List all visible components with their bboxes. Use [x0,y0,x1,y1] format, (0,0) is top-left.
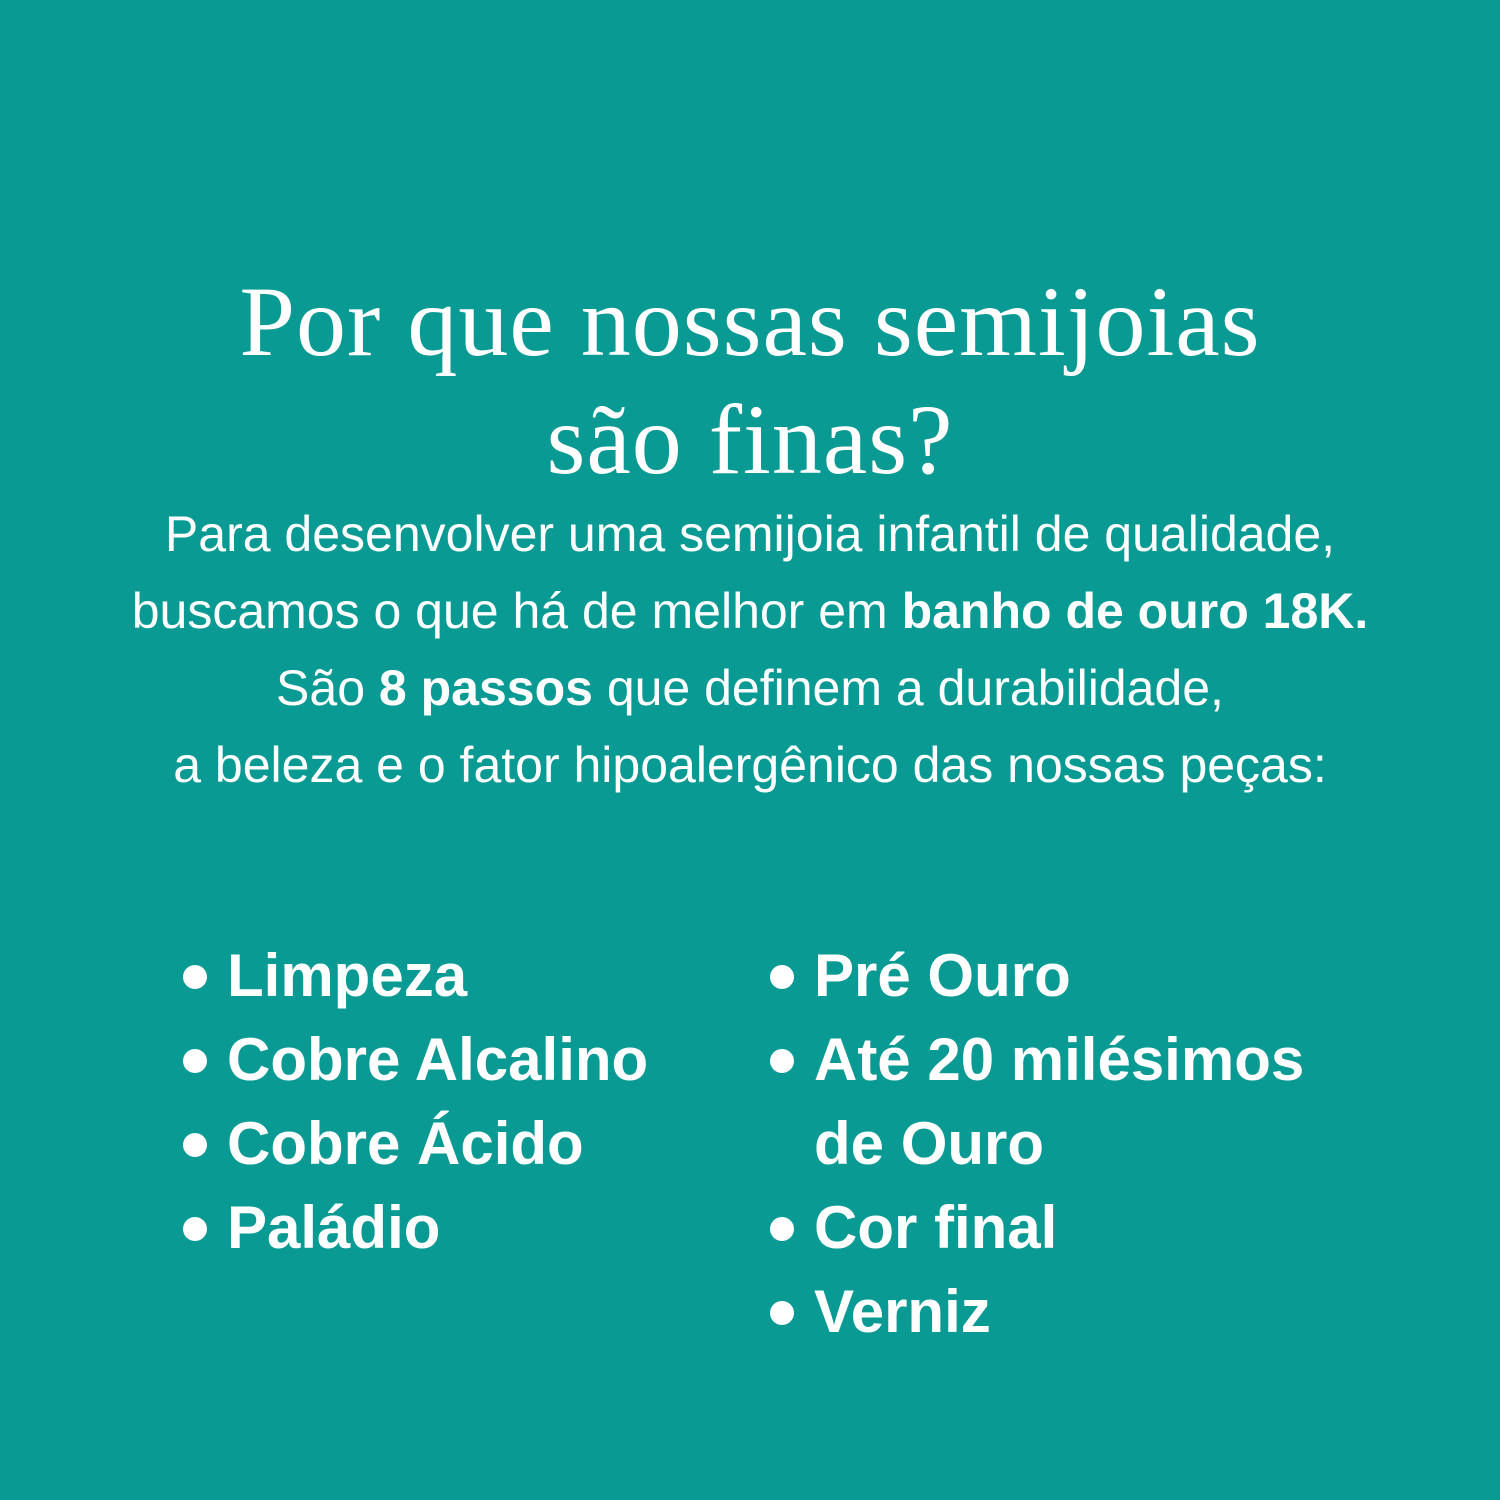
intro-line-1 [0,496,1500,573]
bullet-dot-icon [183,1217,207,1241]
intro-text-bold: 8 passos [378,660,593,716]
intro-line-4 [0,727,1500,804]
intro-line-3 [0,650,1500,727]
step-label: Cor final [814,1194,1058,1261]
intro-line-2 [0,573,1500,650]
intro-text: que definem a durabilidade, [592,660,1224,716]
step-label: Verniz [814,1278,991,1345]
step-label: Limpeza [227,942,468,1009]
title-line-1: Por que nossas semijoias [239,266,1261,377]
bullet-dot-icon [770,1217,794,1241]
step-item [183,1102,753,1186]
step-label: Paládio [227,1194,441,1261]
steps-column-right [770,934,1370,1354]
step-item [770,1186,1370,1270]
title-line-2: são finas? [546,384,954,495]
step-item [183,934,753,1018]
step-label: Até 20 milésimos de Ouro [814,1026,1305,1177]
step-item [770,1018,1370,1186]
steps-column-left [183,934,753,1270]
step-item [183,1186,753,1270]
step-item [183,1018,753,1102]
bullet-dot-icon [183,965,207,989]
step-item [770,934,1370,1018]
step-label: Pré Ouro [814,942,1071,1009]
bullet-dot-icon [770,1301,794,1325]
bullet-dot-icon [770,965,794,989]
step-label: Cobre Ácido [227,1110,584,1177]
step-label: Cobre Alcalino [227,1026,649,1093]
bullet-dot-icon [770,1049,794,1073]
bullet-dot-icon [183,1049,207,1073]
intro-text: São [276,660,379,716]
page-title [0,263,1500,499]
bullet-dot-icon [183,1133,207,1157]
intro-paragraph [0,496,1500,804]
intro-text: buscamos o que há de melhor em [131,583,902,639]
step-item [770,1270,1370,1354]
intro-text: Para desenvolver uma semijoia infantil de qualidade, [164,506,1336,562]
intro-text-bold: banho de ouro 18K. [901,583,1369,639]
intro-text: a beleza e o fator hipoalergênico das nossas peças: [173,737,1327,793]
